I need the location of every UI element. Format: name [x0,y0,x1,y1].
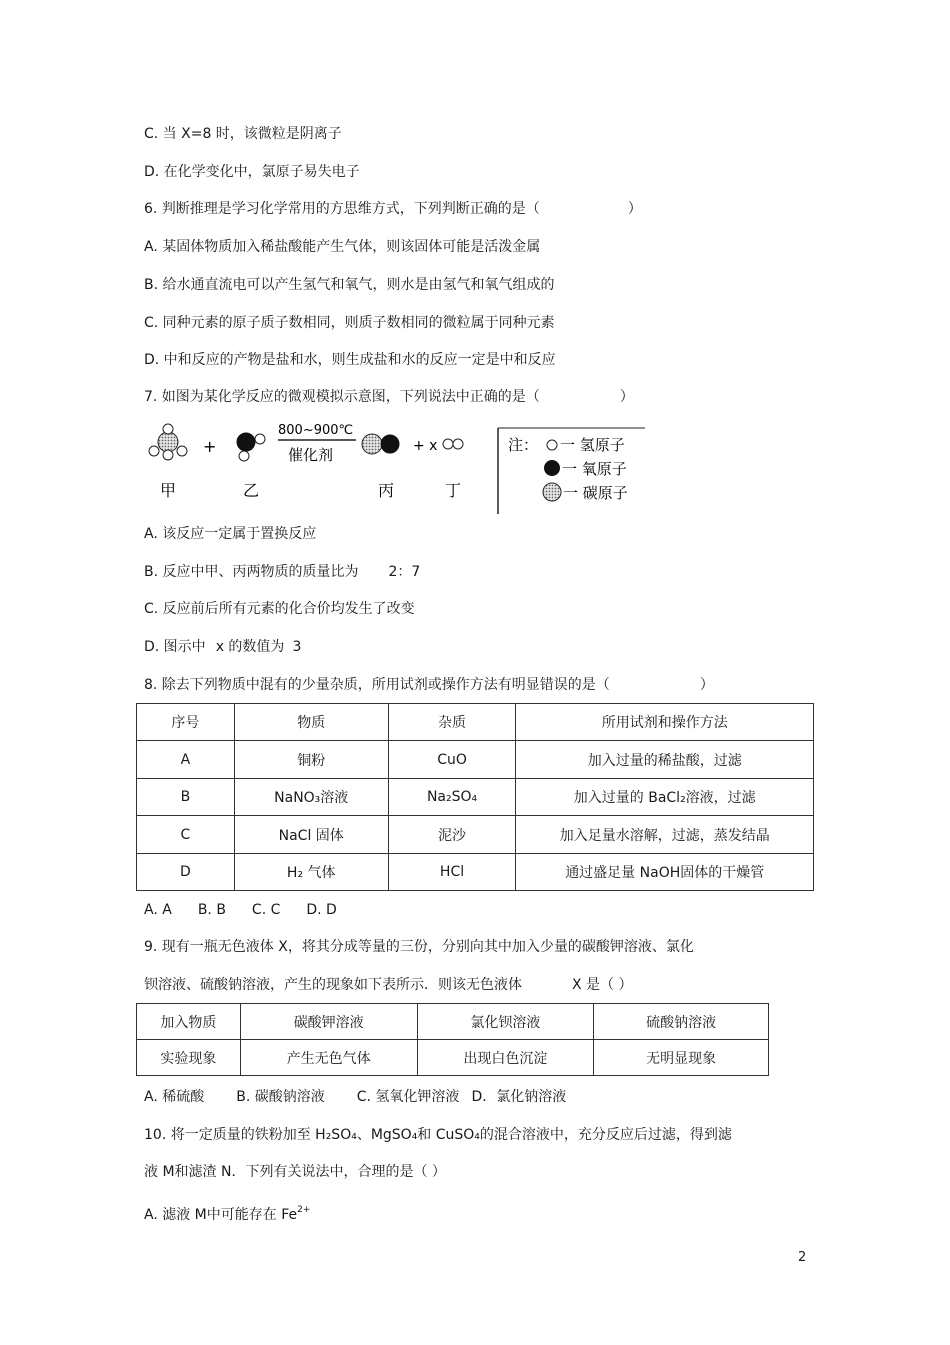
table-cell: NaCl 固体 [234,816,388,854]
table-cell: 加入足量水溶解，过滤，蒸发结晶 [516,816,814,854]
table-cell: 铜粉 [234,741,388,779]
q6-stem-close: ） [627,201,642,217]
table-cell: 实验现象 [137,1040,241,1076]
table-cell: A [137,741,235,779]
label-yi: 乙 [243,481,260,500]
table-cell: Na₂SO₄ [388,779,516,816]
label-bing: 丙 [378,481,395,500]
legend-oxygen: 一 氧原子 [562,460,627,478]
diagram-coefficient: + x [413,438,438,454]
q7-stem-close: ） [619,389,634,405]
q6-stem-text: 6. 判断推理是学习化学常用的方思维方式，下列判断正确的是（ [144,201,540,217]
q8-header-cell: 杂质 [388,704,516,741]
table-row [137,854,814,891]
label-ding: 丁 [445,481,462,500]
q5-option-c: C. 当 X=8 时，该微粒是阴离子 [144,126,342,142]
table-row [137,779,814,816]
table-cell: CuO [388,741,516,779]
table-row [137,1004,769,1040]
q7-option-d-val: 3 [292,639,302,655]
table-cell: 加入过量的 BaCl₂溶液，过滤 [516,779,814,816]
q8-stem-text: 8. 除去下列物质中混有的少量杂质，所用试剂或操作方法有明显错误的是（ [144,677,610,693]
q9-option-c: C. 氢氧化钾溶液 [356,1089,460,1105]
hydrogen-atom-icon [547,440,557,450]
molecule-ding-icon [443,439,463,449]
q6-option-b: B. 给水通直流电可以产生氢气和氧气，则水是由氢气和氧气组成的 [144,277,555,293]
q8-option-c: C. C [251,902,281,918]
q8-stem [144,675,714,695]
q8-table [136,703,814,891]
q9-option-a: A. 稀硫酸 [144,1089,205,1105]
legend-hydrogen: 一 氢原子 [560,436,625,454]
q7-option-b-ratio: 2：7 [388,564,421,580]
q7-stem-text: 7. 如图为某化学反应的微观模拟示意图，下列说法中正确的是（ [144,389,540,405]
q6-option-d: D. 中和反应的产物是盐和水，则生成盐和水的反应一定是中和反应 [144,352,556,368]
reaction-diagram [140,418,652,518]
table-cell: 硫酸钠溶液 [594,1004,769,1040]
q7-option-a: A. 该反应一定属于置换反应 [144,526,317,542]
table-cell: 通过盛足量 NaOH固体的干燥管 [516,854,814,891]
q10-option-a [144,1200,310,1225]
q7-option-d [144,637,301,657]
q8-option-d: D. D [306,902,337,918]
q9-stem-line1: 9. 现有一瓶无色液体 X，将其分成等量的三份，分别向其中加入少量的碳酸钾溶液、氯化 [144,939,694,955]
carbon-atom-icon [543,483,561,501]
q7-option-d-var: x 的数值为 [215,639,285,655]
diagram-plus-1: + [203,437,217,456]
legend-carbon: 一 碳原子 [563,484,628,502]
q9-option-b: B. 碳酸钠溶液 [236,1089,325,1105]
legend-title: 注： [508,436,539,454]
q7-option-b-text: B. 反应中甲、丙两物质的质量比为 [144,564,359,580]
table-cell: C [137,816,235,854]
q8-option-b: B. B [197,902,226,918]
table-cell: 泥沙 [388,816,516,854]
q8-option-a: A. A [144,902,172,918]
molecule-yi-icon [237,433,265,461]
table-cell: 产生无色气体 [240,1040,417,1076]
table-cell: 加入物质 [137,1004,241,1040]
table-cell: D [137,854,235,891]
q9-stem-line2 [144,975,633,995]
q8-options [144,900,337,920]
q8-header-cell: 所用试剂和操作方法 [516,704,814,741]
q9-option-d: D．氯化钠溶液 [471,1089,567,1105]
condition-temperature: 800~900℃ [278,423,354,438]
q6-option-a: A. 某固体物质加入稀盐酸能产生气体，则该固体可能是活泼金属 [144,239,541,255]
q10-option-a-charge: 2+ [297,1205,311,1215]
condition-catalyst: 催化剂 [288,446,334,464]
table-cell: 碳酸钾溶液 [240,1004,417,1040]
page-number: 2 [798,1250,807,1265]
table-cell: 无明显现象 [594,1040,769,1076]
table-cell: 出现白色沉淀 [417,1040,594,1076]
molecule-jia-icon [149,424,187,460]
table-cell: 加入过量的稀盐酸，过滤 [516,741,814,779]
q6-stem [144,199,642,219]
q6-option-c: C. 同种元素的原子质子数相同，则质子数相同的微粒属于同种元素 [144,315,555,331]
label-jia: 甲 [160,481,177,500]
q10-stem-line1: 10. 将一定质量的铁粉加至 H₂SO₄、MgSO₄和 CuSO₄的混合溶液中，充分反应后过滤，得到滤 [144,1127,732,1143]
q9-table [136,1003,769,1076]
q7-option-b [144,562,420,582]
q10-option-a-text: A. 滤液 M中可能存在 Fe [144,1207,298,1223]
q7-option-d-text: D. 图示中 [144,639,206,655]
table-row [137,816,814,854]
q8-header-cell: 序号 [137,704,235,741]
molecule-bing-icon [362,434,399,454]
q7-stem [144,387,634,407]
table-cell: HCl [388,854,516,891]
table-cell: NaNO₃溶液 [234,779,388,816]
q5-option-d: D. 在化学变化中，氯原子易失电子 [144,164,360,180]
table-cell: B [137,779,235,816]
q8-header-row [137,704,814,741]
q9-options [144,1087,566,1107]
table-cell: 氯化钡溶液 [417,1004,594,1040]
q10-stem-line2: 液 M和滤渣 N．下列有关说法中，合理的是（ ） [144,1164,446,1180]
q9-stem-line2-tail: X 是（ ） [572,977,633,993]
q7-option-c: C. 反应前后所有元素的化合价均发生了改变 [144,601,415,617]
q9-stem-line2-text: 钡溶液、硫酸钠溶液，产生的现象如下表所示．则该无色液体 [144,977,522,993]
oxygen-atom-icon [544,460,560,476]
q8-header-cell: 物质 [234,704,388,741]
table-cell: H₂ 气体 [234,854,388,891]
q8-stem-close: ） [699,677,714,693]
table-row [137,741,814,779]
table-row [137,1040,769,1076]
